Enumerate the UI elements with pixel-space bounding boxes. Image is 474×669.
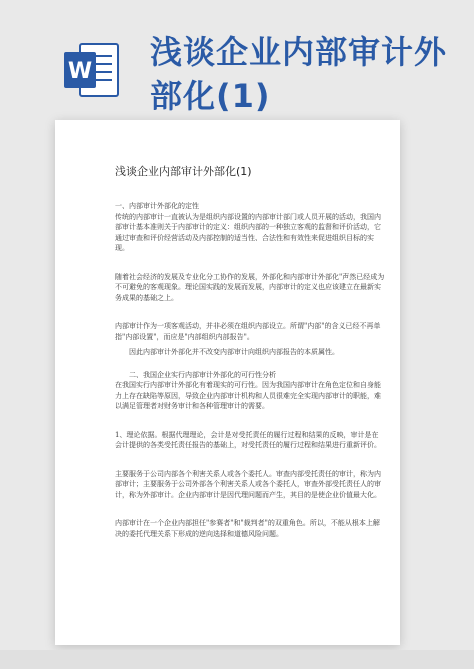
paragraph: 二、我国企业实行内部审计外部化的可行性分析: [129, 370, 276, 379]
svg-text:W: W: [67, 59, 93, 84]
paragraph: 内部审计在一个企业内部担任"参赛者"和"裁判者"的双重角色。所以，不能从根本上解决的委托代理关系下形成的逆向选择和道德风险问题。: [115, 519, 380, 538]
paragraph: 在我国实行内部审计外部化有着现实的可行性。因为我国内部审计在角色定位和自身能力上存在缺陷等原因，导致企业内部审计机构和人员很难完全实现内部审计的职能，难以满足管理者对财务审计和各种管理审计的需要。: [115, 381, 381, 410]
paragraph: 主要服务于公司内部各个利害关系人或各个委托人。审查内部受托责任的审计，称为内部审计；主要服务于公司外部各个利害关系人或各个委托人，审查外部受托责任人的审计，称为外部审计。企业内部审计是因代理问题而产生，其目的是使企业价值最大化。: [115, 469, 381, 499]
document-page: [55, 120, 400, 645]
paragraph: 1、理论依据。根据代理理论，会计是对受托责任的履行过程和结果的反映，审计是在会计提供的各类受托责任报告的基础上，对受托责任的履行过程和结果进行重新评价。: [115, 430, 381, 449]
paragraph: 随着社会经济的发展及专业化分工协作的发展，外部化和内部审计外部化"声然已经成为不可避免的客观现象。理论国实践的发展而发展，内部审计的定义也应该建立在最新实务成果的基础之上。: [115, 272, 385, 302]
paragraph: 一、内部审计外部化的定性: [115, 202, 199, 210]
paragraph: 内部审计作为一项客观活动，并非必须在组织内部设立。所谓"内部"的含义已经不再单指"内部设置"，而应是"内部组织内部报告"。: [115, 322, 381, 341]
document-title: 浅谈企业内部审计外部化(1): [115, 165, 252, 178]
paragraph: 因此内部审计外部化并不改变内部审计向组织内部报告的本质属性。: [129, 348, 339, 356]
word-document-icon: [62, 40, 122, 100]
footer-strip: [0, 650, 474, 669]
document-body: [115, 165, 385, 539]
page-title: 浅谈企业内部审计外部化(1): [150, 33, 448, 115]
paragraph: 传统的内部审计一直被认为是组织内部设置的内部审计部门或人员开展的活动，我国内部审计基本准则关于内部审计的定义：组织内部的一种独立客观的监督和评价活动，它通过审查和评价经营活动及内部控制的适当性、合法性和有效性来促进组织目标的实现。: [115, 212, 381, 252]
header: [0, 0, 474, 135]
